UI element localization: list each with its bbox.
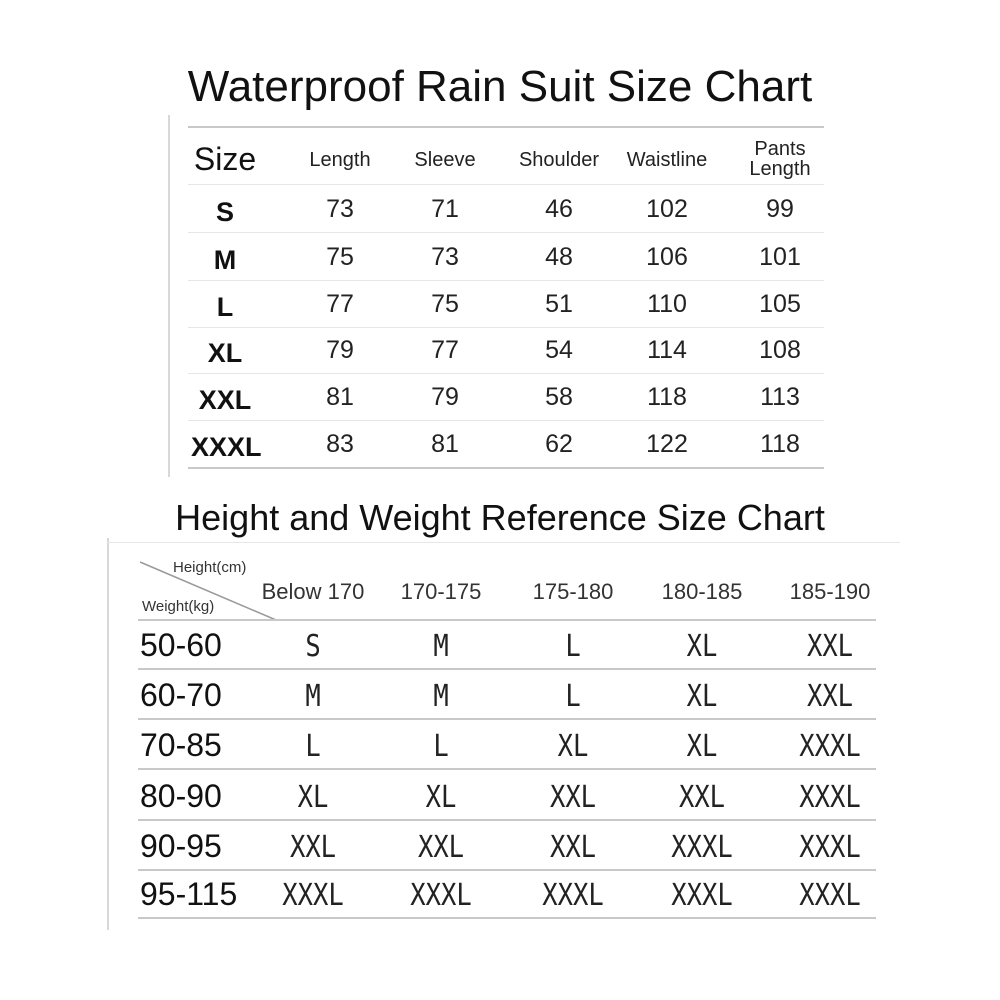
- header-sleeve: Sleeve: [414, 149, 476, 171]
- recommended-size-cell: XXXL: [410, 878, 472, 913]
- recommended-size-cell: XL: [686, 679, 718, 714]
- weight-range-cell: 70-85: [140, 727, 222, 763]
- height-axis-label: Height(cm): [173, 559, 247, 576]
- recommended-size-cell: XXXL: [282, 878, 344, 913]
- weight-range-cell: 95-115: [140, 876, 238, 912]
- recommended-size-cell: XXL: [549, 780, 597, 815]
- recommended-size-cell: M: [433, 679, 449, 714]
- length-value: 83: [326, 430, 354, 458]
- header-waistline: Waistline: [626, 149, 708, 171]
- recommended-size-cell: XXL: [806, 629, 854, 664]
- table2-row-rule: [138, 668, 876, 670]
- size-chart-title: Waterproof Rain Suit Size Chart: [187, 62, 813, 111]
- recommended-size-cell: XXXL: [671, 830, 733, 865]
- waistline-value: 114: [647, 336, 687, 364]
- recommended-size-cell: XL: [557, 729, 589, 764]
- recommended-size-cell: XXXL: [542, 878, 604, 913]
- height-range-header: 185-190: [789, 579, 871, 604]
- recommended-size-cell: XXL: [806, 679, 854, 714]
- length-value: 75: [326, 243, 354, 271]
- height-range-header: 180-185: [661, 579, 743, 604]
- length-value: 77: [326, 290, 354, 318]
- sleeve-value: 71: [431, 195, 459, 223]
- shoulder-value: 54: [545, 336, 573, 364]
- recommended-size-cell: XXL: [417, 830, 465, 865]
- weight-range-cell: 60-70: [140, 677, 222, 713]
- waistline-value: 102: [646, 195, 688, 223]
- waistline-value: 122: [646, 430, 688, 458]
- sleeve-value: 79: [431, 383, 459, 411]
- sleeve-value: 81: [431, 430, 459, 458]
- table1-row-rule: [188, 467, 824, 469]
- pants-value: 105: [759, 290, 801, 318]
- shoulder-value: 48: [545, 243, 573, 271]
- recommended-size-cell: XL: [425, 780, 457, 815]
- sleeve-value: 77: [431, 336, 459, 364]
- size-cell: XXXL: [191, 432, 262, 462]
- table1-top-rule: [188, 126, 824, 128]
- recommended-size-cell: XL: [297, 780, 329, 815]
- height-range-header: 175-180: [532, 579, 614, 604]
- pants-value: 99: [766, 195, 794, 223]
- table1-row-rule: [188, 327, 824, 328]
- recommended-size-cell: S: [305, 629, 321, 664]
- pants-value: 113: [760, 383, 800, 411]
- table1-row-rule: [188, 420, 824, 421]
- table2-row-rule: [138, 768, 876, 770]
- table2-row-rule: [138, 869, 876, 871]
- shoulder-value: 51: [545, 290, 573, 318]
- recommended-size-cell: XXXL: [799, 780, 861, 815]
- length-value: 73: [326, 195, 354, 223]
- table2-left-border: [107, 538, 109, 930]
- pants-value: 108: [759, 336, 801, 364]
- length-value: 81: [326, 383, 354, 411]
- pants-value: 101: [759, 243, 801, 271]
- recommended-size-cell: XXXL: [799, 878, 861, 913]
- recommended-size-cell: XXXL: [799, 830, 861, 865]
- waistline-value: 110: [647, 290, 687, 318]
- recommended-size-cell: XL: [686, 729, 718, 764]
- shoulder-value: 62: [545, 430, 573, 458]
- table2-row-rule: [138, 819, 876, 821]
- table1-row-rule: [188, 232, 824, 233]
- recommended-size-cell: XXXL: [671, 878, 733, 913]
- recommended-size-cell: XXL: [289, 830, 337, 865]
- shoulder-value: 46: [545, 195, 573, 223]
- size-cell: S: [215, 197, 234, 227]
- table2-header-rule: [138, 619, 876, 621]
- length-value: 79: [326, 336, 354, 364]
- table1-row-rule: [188, 373, 824, 374]
- recommended-size-cell: XXL: [549, 830, 597, 865]
- reference-chart-title: Height and Weight Reference Size Chart: [175, 497, 825, 538]
- recommended-size-cell: XXXL: [799, 729, 861, 764]
- recommended-size-cell: XXL: [678, 780, 726, 815]
- weight-range-cell: 90-95: [140, 828, 222, 864]
- height-range-header: Below 170: [261, 579, 365, 604]
- recommended-size-cell: M: [305, 679, 321, 714]
- sleeve-value: 73: [431, 243, 459, 271]
- recommended-size-cell: M: [433, 629, 449, 664]
- table2-top-rule: [107, 542, 900, 543]
- recommended-size-cell: L: [565, 679, 581, 714]
- table1-header-rule: [188, 184, 824, 185]
- size-cell: XXL: [198, 385, 252, 415]
- height-range-header: 170-175: [400, 579, 482, 604]
- size-cell: XL: [207, 338, 243, 368]
- weight-range-cell: 80-90: [140, 778, 222, 814]
- header-length: Length: [309, 149, 371, 171]
- shoulder-value: 58: [545, 383, 573, 411]
- size-cell: M: [213, 245, 237, 275]
- recommended-size-cell: L: [433, 729, 449, 764]
- table1-row-rule: [188, 280, 824, 281]
- weight-axis-label: Weight(kg): [142, 598, 215, 615]
- table2-row-rule: [138, 917, 876, 919]
- header-shoulder: Shoulder: [518, 149, 600, 171]
- recommended-size-cell: L: [565, 629, 581, 664]
- header-size: Size: [193, 141, 257, 177]
- header-pants-line2: Length: [749, 158, 811, 180]
- waistline-value: 118: [647, 383, 687, 411]
- pants-value: 118: [760, 430, 800, 458]
- recommended-size-cell: XL: [686, 629, 718, 664]
- header-pants-line1: Pants: [754, 138, 806, 160]
- size-cell: L: [216, 292, 234, 322]
- weight-range-cell: 50-60: [140, 627, 222, 663]
- waistline-value: 106: [646, 243, 688, 271]
- table2-row-rule: [138, 718, 876, 720]
- sleeve-value: 75: [431, 290, 459, 318]
- recommended-size-cell: L: [305, 729, 321, 764]
